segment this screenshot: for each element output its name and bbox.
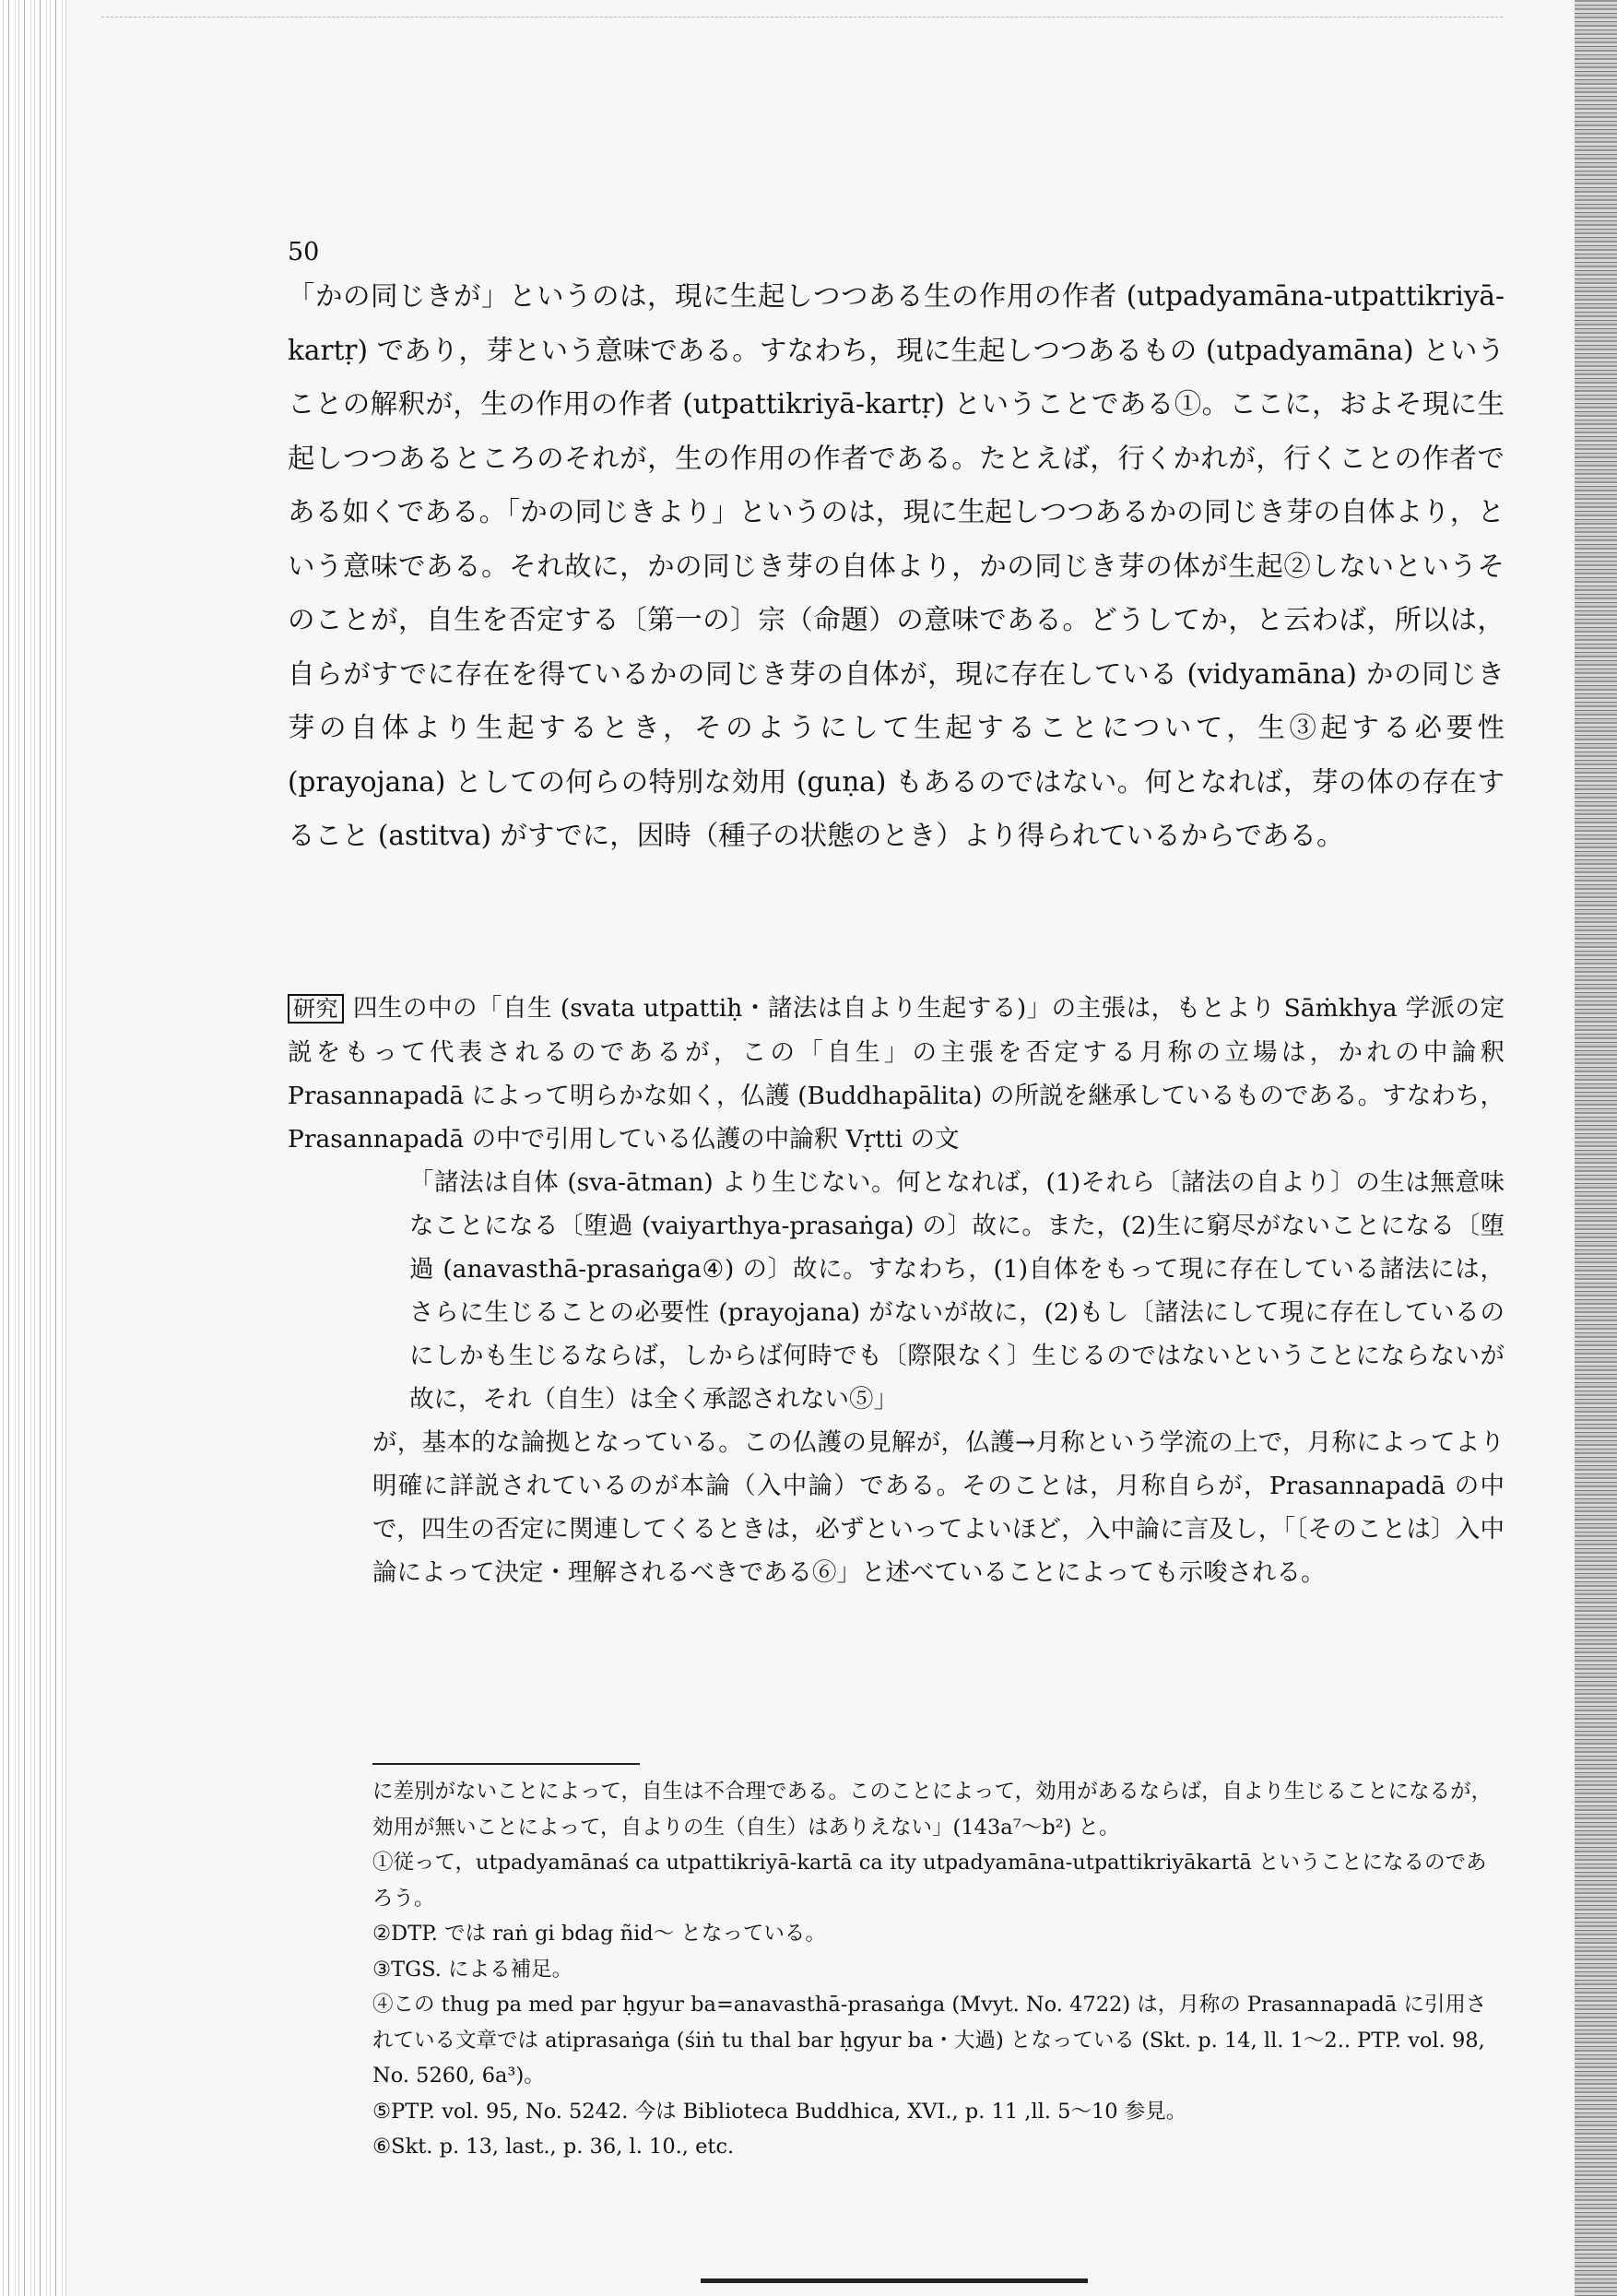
research-label: 研究 [288, 994, 344, 1024]
footnote-2: ②DTP. では raṅ gi bdag ñid～ となっている。 [372, 1922, 826, 1946]
main-paragraph: 「かの同じきが」というのは，現に生起しつつある生の作用の作者 (utpadyamāna-utpattikriyā-kartṛ) であり，芽という意味である。すなわち，現に生起しつつあるもの (utpadyamāna) ということの解釈が，生の作用の作者 (utpattikriyā-kartṛ) ということである①。ここに，およそ現に生起しつつあるところのそれが，生の作用の作者である。たとえば，行くかれが，行くことの作者である如くである。「かの同じきより」というのは，現に生起しつつあるかの同じき芽の自体より，という意味である。それ故に，かの同じき芽の自体より，かの同じき芽の体が生起②しないというそのことが，自生を否定する〔第一の〕宗（命題）の意味である。どうしてか，と云わば，所以は，自らがすでに存在を得ているかの同じき芽の自体が，現に存在している (vidyamāna) かの同じき芽の自体より生起するとき，そのようにして生起することについて，生③起する必要性 (prayojana) としての何らの特別な効用 (guṇa) もあるのではない。何となれば，芽の体の存在すること (astitva) がすでに，因時（種子の状態のとき）より得られているからである。 [288, 280, 1505, 851]
footnote-5: ⑤PTP. vol. 95, No. 5242. 今は Biblioteca Buddhica, XVI., p. 11 ,ll. 5～10 参見。 [372, 2099, 1187, 2124]
main-body [288, 269, 1505, 863]
footnotes [372, 1774, 1505, 2165]
research-intro-paragraph [288, 987, 1505, 1161]
research-after: が，基本的な論拠となっている。この仏護の見解が，仏護→月称という学流の上で，月称によってより明確に詳説されているのが本論（入中論）である。そのことは，月称自らが，Prasannapadā の中で，四生の否定に関連してくるときは，必ずといってよいほど，入中論に言及し，「〔そのことは〕入中論によって決定・理解されるべきである⑥」と述べていることによっても示唆される。 [372, 1428, 1505, 1587]
research-section [288, 987, 1505, 1594]
footnote-3: ③TGS. による補足。 [372, 1957, 573, 1982]
scan-margin-right [1575, 0, 1617, 2296]
scan-edge-top [101, 17, 1503, 18]
research-intro: 四生の中の「自生 (svata utpattiḥ・諸法は自より生起する)」の主張は，もとより Sāṁkhya 学派の定説をもって代表されるのであるが，この「自生」の主張を否定する月称の立場は，かれの中論釈 Prasannapadā によって明らかな如く，仏護 (Buddhapālita) の所説を継承しているものである。すなわち，Prasannapadā の中で引用している仏護の中論釈 Vṛtti の文 [288, 994, 1505, 1154]
scan-margin-left [0, 0, 66, 2296]
footnote-4: ④この thug pa med par ḥgyur ba=anavasthā-prasaṅga (Mvyt. No. 4722) は，月称の Prasannapadā に引用されている文章では atiprasaṅga (śiṅ tu thal bar ḥgyur ba・大過) となっている (Skt. p. 14, ll. 1～2.. PTP. vol. 98, No. 5260, 6a³)。 [372, 1993, 1487, 2088]
research-quote: 「諸法は自体 (sva-ātman) より生じない。何となれば，(1)それら〔諸法の自より〕の生は無意味なことになる〔堕過 (vaiyarthya-prasaṅga) の〕故に。また，(2)生に窮尽がないことになる〔堕過 (anavasthā-prasaṅga④) の〕故に。すなわち，(1)自体をもって現に存在している諸法には，さらに生じることの必要性 (prayojana) がないが故に，(2)もし〔諸法にして現に存在しているのにしかも生じるならば，しからば何時でも〔際限なく〕生じるのではないということにならないが故に，それ（自生）は全く承認されない⑤」 [409, 1168, 1505, 1414]
footnote-carryover: に差別がないことによって，自生は不合理である。このことによって，効用があるならば，自より生じることになるが，効用が無いことによって，自よりの生（自生）はありえない」(143a⁷～b²) と。 [372, 1780, 1493, 1840]
footnote-6: ⑥Skt. p. 13, last., p. 36, l. 10., etc. [372, 2135, 735, 2159]
scan-edge-bottom [701, 2278, 1088, 2283]
footnote-1: ①従って，utpadyamānaś ca utpattikriyā-kartā ca ity utpadyamāna-utpattikriyākartā ということになるのであろう。 [372, 1851, 1487, 1911]
page-number: 50 [288, 238, 320, 266]
footnote-rule [372, 1763, 640, 1765]
